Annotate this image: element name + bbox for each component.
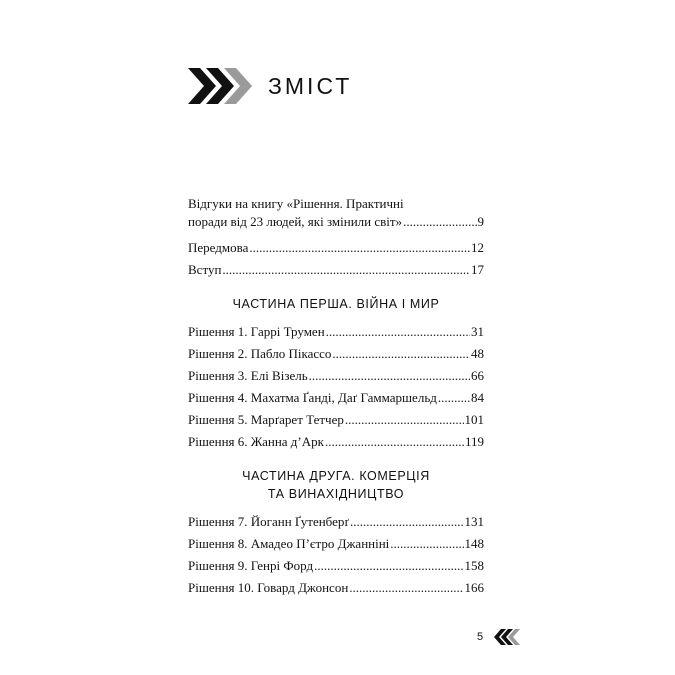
toc-entry-label: Рішення 2. Пабло Пікассо — [188, 346, 332, 361]
toc-entry-page: 48 — [471, 346, 484, 361]
toc-entry-page: 17 — [471, 262, 484, 277]
toc-entry-page: 101 — [464, 412, 484, 427]
part-heading-2-line2: ТА ВИНАХІДНИЦТВО — [267, 487, 405, 501]
toc-entry-label-line2: поради від 23 людей, які змінили світ» — [188, 214, 403, 229]
toc-entry-page: 148 — [464, 536, 484, 551]
page-footer — [477, 629, 521, 645]
toc-entry-page: 9 — [477, 214, 484, 229]
leader-dots — [326, 323, 470, 341]
toc-entry-chapter-10 — [188, 579, 484, 597]
toc-entry-label: Рішення 1. Гаррі Трумен — [188, 324, 325, 339]
toc-entry-chapter-7 — [188, 513, 484, 531]
leader-dots — [350, 513, 464, 531]
toc-entry-label-line1: Відгуки на книгу «Рішення. Практичні — [188, 196, 404, 211]
leader-dots — [309, 367, 470, 385]
toc-entry-chapter-6 — [188, 433, 484, 451]
toc-entry-chapter-3 — [188, 367, 484, 385]
toc-entry-label: Рішення 10. Говард Джонсон — [188, 580, 349, 595]
toc-entry-chapter-4 — [188, 389, 484, 407]
toc-entry-page: 119 — [464, 434, 484, 449]
leader-dots — [345, 411, 464, 429]
toc-entry-page: 84 — [471, 390, 484, 405]
toc-entry-page: 158 — [464, 558, 484, 573]
toc-entry-label: Рішення 8. Амадео П’єтро Джанніні — [188, 536, 390, 551]
toc-entry-chapter-1 — [188, 323, 484, 341]
toc-entry-label: Рішення 3. Елі Візель — [188, 368, 308, 383]
chevron-left-icon — [493, 629, 521, 645]
page-header — [188, 66, 352, 106]
toc-entry-label: Рішення 9. Генрі Форд — [188, 558, 314, 573]
leader-dots — [403, 213, 476, 231]
toc-entry-label: Вступ — [188, 262, 222, 277]
toc-entry-label: Рішення 6. Жанна д’Арк — [188, 434, 324, 449]
toc-entry-label: Рішення 5. Марґарет Тетчер — [188, 412, 344, 427]
toc-entry-page: 166 — [464, 580, 484, 595]
part-heading-1: ЧАСТИНА ПЕРША. ВІЙНА І МИР — [232, 297, 440, 311]
leader-dots — [390, 535, 463, 553]
leader-dots — [314, 557, 463, 575]
toc-entry-page: 131 — [464, 514, 484, 529]
table-of-contents — [188, 195, 484, 597]
toc-entry-label: Передмова — [188, 240, 249, 255]
toc-entry-chapter-9 — [188, 557, 484, 575]
toc-entry-preface — [188, 235, 484, 257]
toc-entry-page: 12 — [471, 240, 484, 255]
leader-dots — [325, 433, 464, 451]
toc-entry-page: 66 — [471, 368, 484, 383]
chevron-right-icon — [188, 66, 252, 106]
toc-entry-label: Рішення 7. Йоганн Ґутенберґ — [188, 514, 349, 529]
toc-entry-chapter-2 — [188, 345, 484, 363]
toc-entry-reviews — [188, 195, 484, 231]
leader-dots — [222, 261, 470, 279]
toc-entry-chapter-8 — [188, 535, 484, 553]
leader-dots — [249, 239, 470, 257]
leader-dots — [332, 345, 470, 363]
leader-dots — [349, 579, 463, 597]
leader-dots — [438, 389, 470, 407]
toc-entry-label: Рішення 4. Махатма Ґанді, Даґ Гаммаршельд — [188, 390, 437, 405]
toc-entry-chapter-5 — [188, 411, 484, 429]
page-number: 5 — [477, 631, 484, 643]
toc-entry-introduction — [188, 257, 484, 279]
part-heading-2-line1: ЧАСТИНА ДРУГА. КОМЕРЦІЯ — [242, 469, 430, 483]
page-title: ЗМІСТ — [268, 72, 353, 99]
toc-entry-page: 31 — [471, 324, 484, 339]
